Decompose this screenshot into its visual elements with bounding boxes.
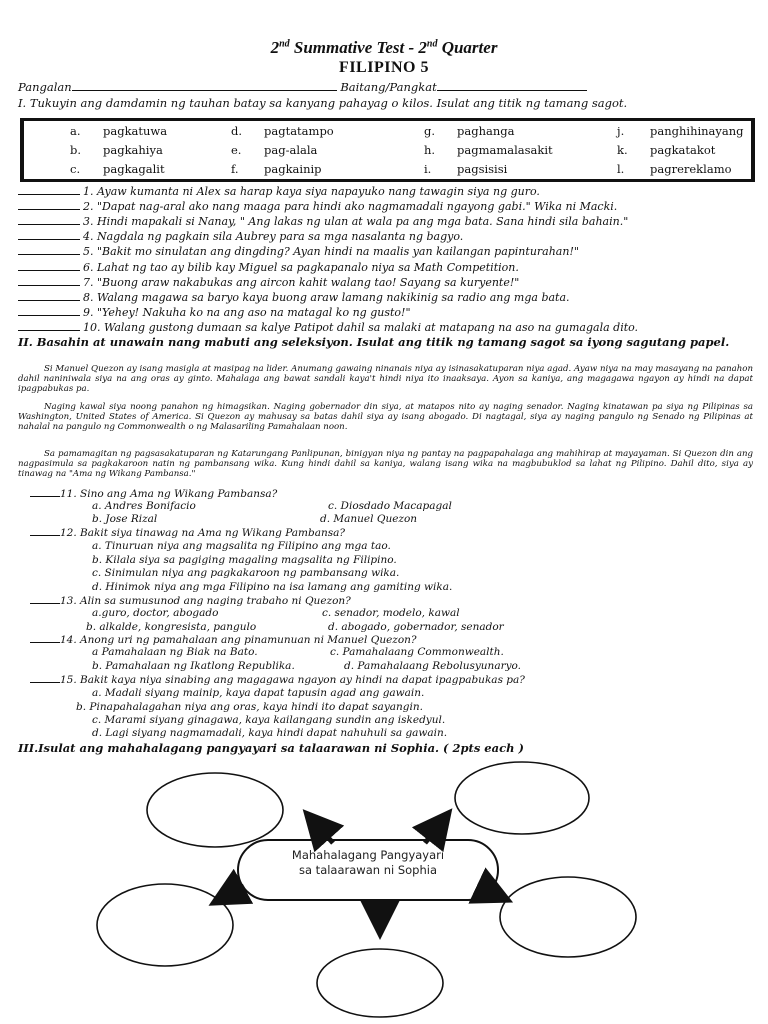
center-label-line1: Mahahalagang Pangyayari xyxy=(291,848,445,862)
section1-item xyxy=(18,290,570,304)
section1-item xyxy=(18,305,411,319)
choice-b xyxy=(70,143,163,157)
question-text: 13. Alin sa sumusunod ang naging trabaho ni Quezon? xyxy=(60,595,351,607)
item-text: 6. Lahat ng tao ay bilib kay Miguel sa pagkapanalo niya sa Math Competition. xyxy=(83,260,519,274)
comprehension-question xyxy=(30,633,417,646)
answer-option: b. alkalde, kongresista, pangulo xyxy=(86,621,257,633)
item-text: 2. "Dapat nag-aral ako nang maaga para hindi ako nagmamadali ngayong gabi." Wika ni Macki. xyxy=(83,200,618,214)
choice-l xyxy=(617,162,732,176)
event-bubble-top-right[interactable] xyxy=(455,762,589,834)
choice-text: pagtatampo xyxy=(264,124,334,138)
question-text: 14. Anong uri ng pamahalaan ang pinamunuan ni Manuel Quezon? xyxy=(60,634,417,646)
choice-text: pag-alala xyxy=(264,143,318,157)
section1-instruction: I. Tukuyin ang damdamin ng tauhan batay sa kanyang pahayag o kilos. Isulat ang titik ng tamang sagot. xyxy=(18,96,628,110)
comprehension-question xyxy=(30,594,351,607)
choice-f xyxy=(231,162,322,176)
choice-letter: e. xyxy=(231,143,242,157)
answer-blank[interactable] xyxy=(18,244,80,255)
section1-item xyxy=(18,199,617,213)
subject-title: FILIPINO 5 xyxy=(339,59,429,76)
question-text: 12. Bakit siya tinawag na Ama ng Wikang Pambansa? xyxy=(60,527,346,539)
event-bubble-top-left[interactable] xyxy=(147,773,283,847)
section1-item xyxy=(18,244,579,258)
comprehension-question xyxy=(30,526,345,539)
choice-text: pagkahiya xyxy=(103,143,163,157)
answer-blank[interactable] xyxy=(18,290,80,301)
answer-option: b. Kilala siya sa pagiging magaling magsalita ng Filipino. xyxy=(92,554,397,566)
answer-blank[interactable] xyxy=(30,673,60,683)
choice-letter: l. xyxy=(617,162,625,176)
choice-k xyxy=(617,143,715,157)
grade-blank[interactable] xyxy=(437,81,587,91)
answer-blank[interactable] xyxy=(30,633,60,643)
answer-option: d. Hinimok niya ang mga Filipino na isa lamang ang gamiting wika. xyxy=(92,581,453,593)
choice-letter: g. xyxy=(424,124,436,138)
name-label: Pangalan xyxy=(18,80,72,94)
name-blank[interactable] xyxy=(72,81,337,91)
answer-blank[interactable] xyxy=(30,526,60,536)
answer-option: c. Diosdado Macapagal xyxy=(328,500,452,512)
event-bubble-right[interactable] xyxy=(500,877,636,957)
answer-option: d. Lagi siyang nagmamadali, kaya hindi dapat nahuhuli sa gawain. xyxy=(92,727,448,739)
section1-item xyxy=(18,229,463,243)
answer-option: d. Manuel Quezon xyxy=(320,513,418,525)
answer-option: d. abogado, gobernador, senador xyxy=(328,621,504,633)
choice-text: panghihinayang xyxy=(650,124,744,138)
choice-text: pagkatakot xyxy=(650,143,716,157)
choice-a xyxy=(70,124,167,138)
answer-blank[interactable] xyxy=(18,275,80,286)
answer-option: b. Jose Rizal xyxy=(92,513,158,525)
comprehension-question xyxy=(30,673,525,686)
passage-paragraph: Naging kawal siya noong panahon ng himagsikan. Naging gobernador din siya, at matapos nito ay naging senador. Naging kinatawan pa siya ng Pilipinas sa Washington, United States of America. Si Quezon ay mahusay sa batas dahil siya ay isang abogado. Di nagtagal, siya ay naging pangulo ng Senado ng Pilipinas at nahalal na pangulo ng Commonwealth o ng Malasariling Pamahalaan noon. xyxy=(18,402,753,433)
answer-option: a.guro, doctor, abogado xyxy=(92,607,219,619)
choice-c xyxy=(70,162,165,176)
choice-g xyxy=(424,124,514,138)
choice-j xyxy=(617,124,744,138)
section1-item xyxy=(18,184,540,198)
answer-option: d. Pamahalaang Rebolusyunaryo. xyxy=(344,660,522,672)
name-grade-line xyxy=(18,80,758,94)
choice-text: pagmamalasakit xyxy=(457,143,553,157)
item-text: 1. Ayaw kumanta ni Alex sa harap kaya siya napayuko nang tawagin siya ng guro. xyxy=(83,185,540,198)
choice-h xyxy=(424,143,553,157)
choice-text: pagrereklamo xyxy=(650,162,732,176)
choice-letter: c. xyxy=(70,162,81,176)
choice-letter: i. xyxy=(424,162,432,176)
grade-label: Baitang/Pangkat xyxy=(340,80,437,94)
test-title: 2nd Summative Test - 2nd Quarter xyxy=(270,38,498,57)
question-text: 15. Bakit kaya niya sinabing ang magagawa ngayon ay hindi na dapat ipagpabukas pa? xyxy=(60,674,525,686)
item-text: 10. Walang gustong dumaan sa kalye Patipot dahil sa malaki at matapang na aso na gumagala dito. xyxy=(83,320,639,334)
choice-letter: d. xyxy=(231,124,243,138)
answer-option: c. Pamahalaang Commonwealth. xyxy=(330,646,504,658)
choice-e xyxy=(231,143,317,157)
section3-instruction: III.Isulat ang mahahalagang pangyayari sa talaarawan ni Sophia. ( 2pts each ) xyxy=(18,741,524,755)
center-event-label xyxy=(243,848,493,878)
answer-option: a. Tinuruan niya ang magsalita ng Filipino ang mga tao. xyxy=(92,540,391,552)
section1-item xyxy=(18,275,519,289)
item-text: 9. "Yehey! Nakuha ko na ang aso na matagal ko ng gusto!" xyxy=(83,305,411,319)
choice-text: pagkagalit xyxy=(103,162,165,176)
choice-text: pagkatuwa xyxy=(103,124,168,138)
events-diagram xyxy=(0,760,768,1024)
choice-text: paghanga xyxy=(457,124,515,138)
answer-blank[interactable] xyxy=(30,487,60,497)
choice-letter: a. xyxy=(70,124,81,138)
answer-option: c. senador, modelo, kawal xyxy=(322,607,460,619)
answer-option: a. Madali siyang mainip, kaya dapat tapusin agad ang gawain. xyxy=(92,687,425,699)
comprehension-question xyxy=(30,487,277,500)
passage-paragraph: Si Manuel Quezon ay isang masigla at masipag na lider. Anumang gawaing ninanais niya ay isinasakatuparan niya agad. Ayaw niya na may masayang na panahon dahil naniniwala siya na ang oras ay ginto. Mahalaga ang bawat sandali kaya't hindi niya ito inaaksaya. Ayon sa kaniya, ang magagawa ngayon ay hindi na dapat ipagpabukas pa. xyxy=(18,364,753,395)
answer-option: a Pamahalaan ng Biak na Bato. xyxy=(92,646,258,658)
item-text: 7. "Buong araw nakabukas ang aircon kahit walang tao! Sayang sa kuryente!" xyxy=(83,275,520,289)
choice-d xyxy=(231,124,334,138)
choice-letter: h. xyxy=(424,143,436,157)
section2-instruction: II. Basahin at unawain nang mabuti ang seleksiyon. Isulat ang titik ng tamang sagot sa iyong sagutang papel. xyxy=(18,335,730,349)
choice-text: pagsisisi xyxy=(457,162,508,176)
question-text: 11. Sino ang Ama ng Wikang Pambansa? xyxy=(60,488,278,500)
answer-blank[interactable] xyxy=(18,214,80,225)
center-label-line2: sa talaarawan ni Sophia xyxy=(298,863,438,877)
answer-blank[interactable] xyxy=(18,305,80,316)
choice-letter: k. xyxy=(617,143,628,157)
choice-i xyxy=(424,162,507,176)
passage-paragraph: Sa pamamagitan ng pagsasakatuparan ng Katarungang Panlipunan, binigyan niya ng pantay na pagpapahalaga ang mahihirap at mayayaman. Si Quezon din ang nagpasimula sa pagkakaroon natin ng pambansang wika. Kung hindi dahil sa kaniya, walang isang wika na magbubuklod sa lahat ng Pilipino. Dahil dito, siya ay tinawag na "Ama ng Wikang Pambansa." xyxy=(18,449,753,480)
answer-option: c. Marami siyang ginagawa, kaya kailangang sundin ang iskedyul. xyxy=(92,714,446,726)
choice-letter: b. xyxy=(70,143,82,157)
item-text: 3. Hindi mapakali si Nanay, " Ang lakas ng ulan at wala pa ang mga bata. Sana hindi sila bahain." xyxy=(83,215,629,229)
answer-blank[interactable] xyxy=(18,229,80,240)
choice-letter: j. xyxy=(617,124,625,138)
event-bubble-bottom[interactable] xyxy=(317,949,443,1017)
item-text: 4. Nagdala ng pagkain sila Aubrey para sa mga nasalanta ng bagyo. xyxy=(83,230,464,244)
choices-box xyxy=(20,118,755,182)
answer-blank[interactable] xyxy=(18,199,80,210)
answer-option: b. Pinapahalagahan niya ang oras, kaya hindi ito dapat sayangin. xyxy=(76,701,423,713)
event-bubble-left[interactable] xyxy=(97,884,233,966)
item-text: 8. Walang magawa sa baryo kaya buong araw lamang nakikinig sa radio ang mga bata. xyxy=(83,290,570,304)
choice-text: pagkainip xyxy=(264,162,322,176)
answer-option: c. Sinimulan niya ang pagkakaroon ng pambansang wika. xyxy=(92,567,400,579)
section1-item xyxy=(18,320,638,334)
section1-item xyxy=(18,260,519,274)
choice-letter: f. xyxy=(231,162,239,176)
answer-blank[interactable] xyxy=(18,320,80,331)
answer-blank[interactable] xyxy=(18,184,80,195)
answer-option: a. Andres Bonifacio xyxy=(92,500,196,512)
answer-blank[interactable] xyxy=(30,594,60,604)
section1-item xyxy=(18,214,628,228)
answer-option: b. Pamahalaan ng Ikatlong Republika. xyxy=(92,660,295,672)
answer-blank[interactable] xyxy=(18,260,80,271)
item-text: 5. "Bakit mo sinulatan ang dingding? Ayan hindi na maalis yan kailangan papinturahan!" xyxy=(83,245,579,259)
